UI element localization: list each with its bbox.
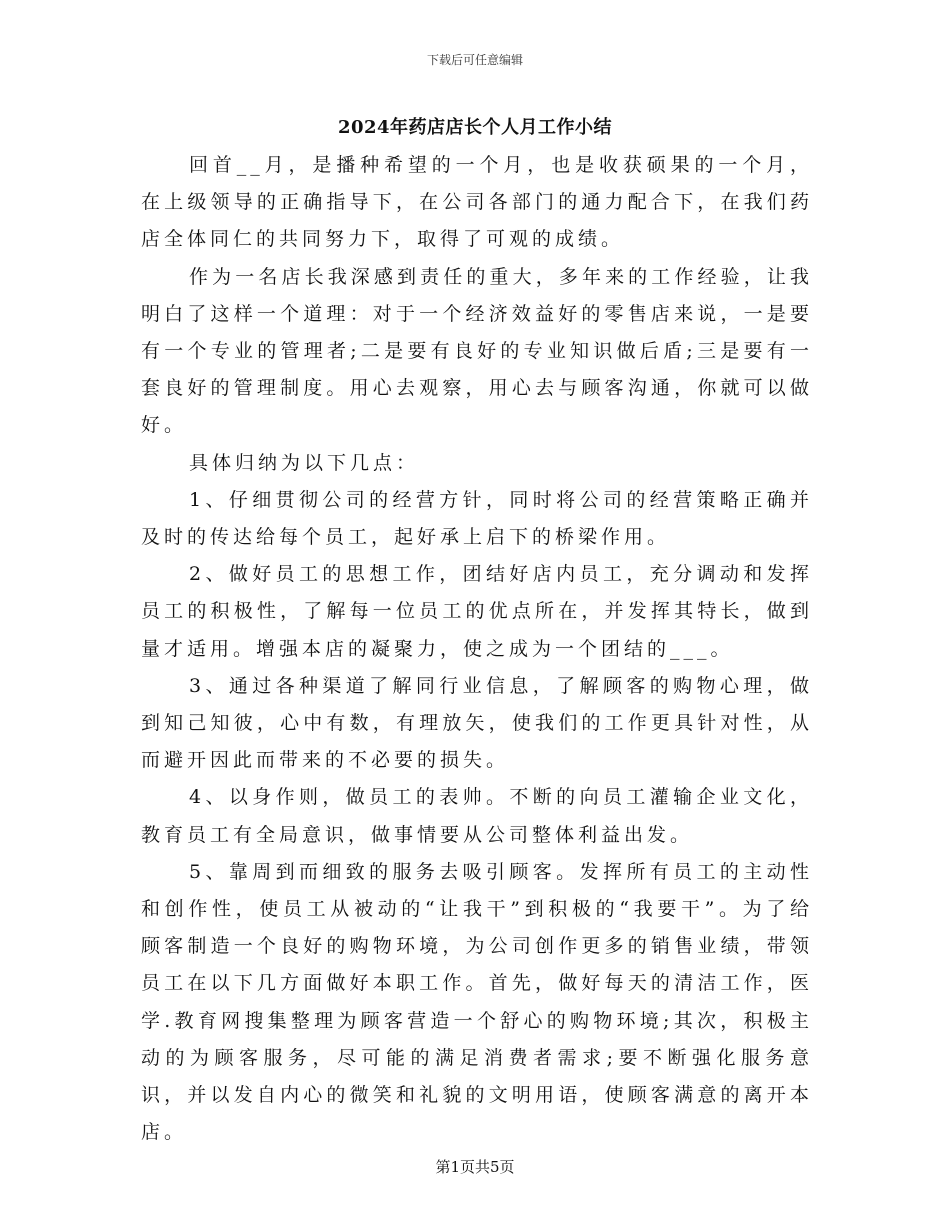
- paragraph-point-1: 1、仔细贯彻公司的经营方针，同时将公司的经营策略正确并及时的传达给每个员工，起好承上启下的桥梁作用。: [141, 488, 813, 549]
- paragraph-point-5: 5、靠周到而细致的服务去吸引顾客。发挥所有员工的主动性和创作性，使员工从被动的“让我干”到积极的“我要干”。为了给顾客制造一个良好的购物环境，为公司创作更多的销售业绩，带领员工在以下几方面做好本职工作。首先，做好每天的清洁工作，医学.教育网搜集整理为顾客营造一个舒心的购物环境;其次，积极主动的为顾客服务，尽可能的满足消费者需求;要不断强化服务意识，并以发自内心的微笑和礼貌的文明用语，使顾客满意的离开本店。: [141, 860, 813, 1144]
- paragraph-intro: 回首__月，是播种希望的一个月，也是收获硕果的一个月，在上级领导的正确指导下，在公司各部门的通力配合下，在我们药店全体同仁的共同努力下，取得了可观的成绩。: [141, 154, 813, 251]
- paragraph-point-2: 2、做好员工的思想工作，团结好店内员工，充分调动和发挥员工的积极性，了解每一位员工的优点所在，并发挥其特长，做到量才适用。增强本店的凝聚力，使之成为一个团结的___。: [141, 563, 813, 660]
- paragraph-responsibility: 作为一名店长我深感到责任的重大，多年来的工作经验，让我明白了这样一个道理：对于一个经济效益好的零售店来说，一是要有一个专业的管理者;二是要有良好的专业知识做后盾;三是要有一套良好的管理制度。用心去观察，用心去与顾客沟通，你就可以做好。: [141, 265, 813, 437]
- paragraph-point-4: 4、以身作则，做员工的表帅。不断的向员工灌输企业文化，教育员工有全局意识，做事情要从公司整体利益出发。: [141, 786, 813, 846]
- page-header-note: 下载后可任意编辑: [426, 53, 523, 67]
- paragraph-point-3: 3、通过各种渠道了解同行业信息，了解顾客的购物心理，做到知己知彼，心中有数，有理放矢，使我们的工作更具针对性，从而避开因此而带来的不必要的损失。: [141, 674, 813, 772]
- document-body: [141, 147, 813, 1151]
- page-number: 第1页共5页: [435, 1158, 515, 1176]
- document-title: 2024年药店店长个人月工作小结: [337, 117, 613, 138]
- paragraph-summary-lead: 具体归纳为以下几点：: [189, 451, 420, 474]
